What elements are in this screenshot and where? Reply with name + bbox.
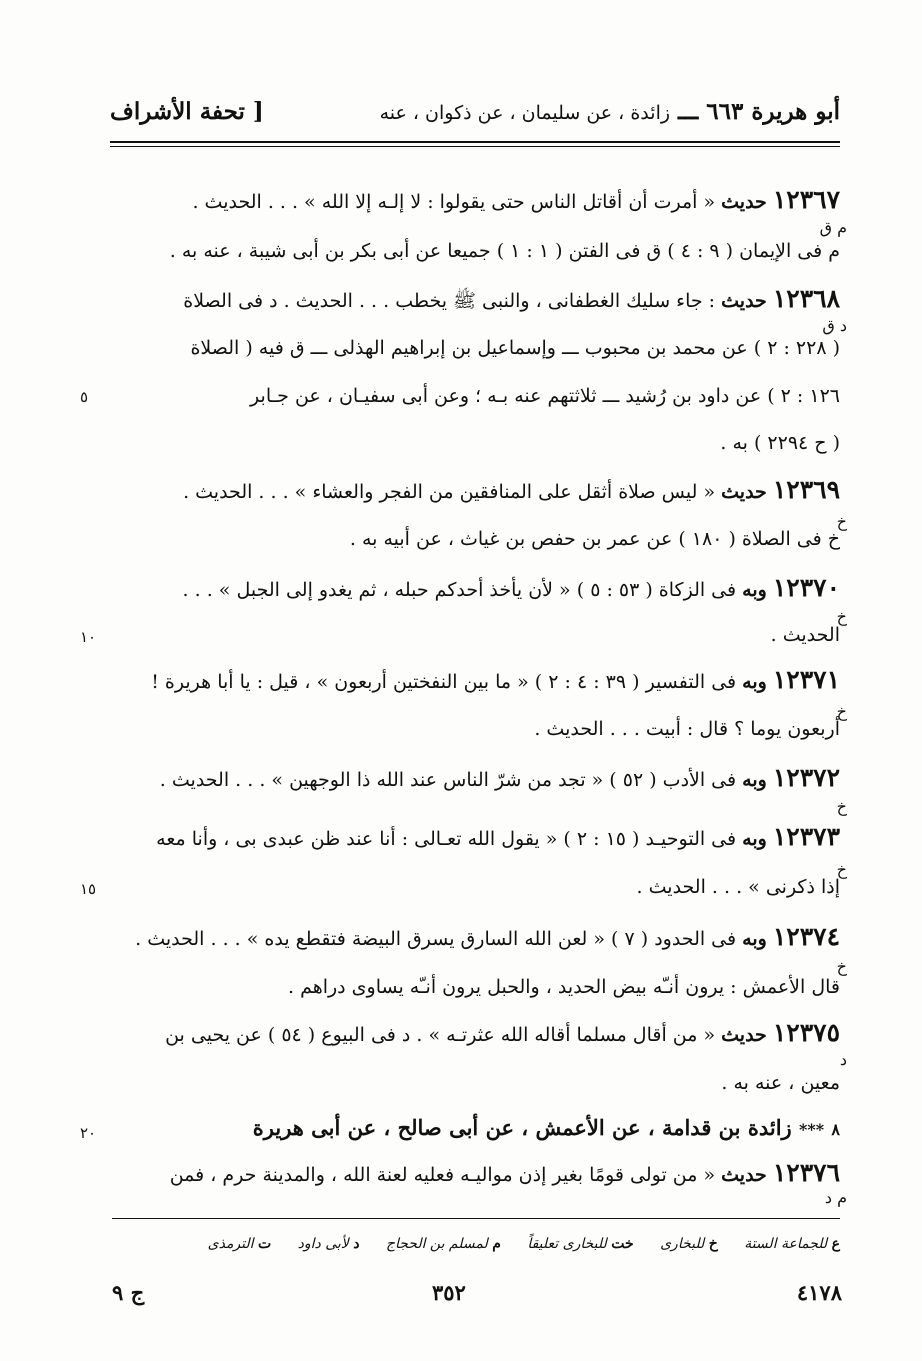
abbrev-item: م لمسلم بن الحجاج (385, 1236, 501, 1252)
abbrev-item: ع للجماعة الستة (744, 1236, 840, 1252)
hadith-line: ١٢٣٧٦ حديث « من تولى قومًا بغير إذن مواليـه فعليه لعنة الله ، والمدينة حرم ، فمن (169, 1158, 840, 1187)
section-stars: *** (798, 1120, 825, 1139)
hadith-line: معين ، عنه به . (721, 1072, 840, 1094)
hadith-line: ( ٢٢٨ : ٢ ) عن محمد بن محبوب ـــ وإسماعيل بن إبراهيم الهذلى ـــ ق فيه ( الصلاة (190, 337, 840, 359)
hadith-line: ١٢٣٧٣ وبه فى التوحيـد ( ١٥ : ٢ ) « يقول الله تعـالى : أنا عند ظن عبدى بى ، وأنا معه (156, 822, 840, 851)
siglum: م د (824, 1188, 847, 1207)
header-book-title: [ تحفة الأشراف (110, 98, 264, 125)
hadith-line: خ فى الصلاة ( ١٨٠ ) عن عمر بن حفص بن غياث ، عن أبيه به . (349, 528, 840, 550)
footnote-rule (112, 1218, 840, 1219)
siglum: خ (836, 860, 847, 879)
abbreviation-key (110, 1236, 840, 1252)
hadith-line: أربعون يوما ؟ قال : أبيت . . . الحديث . (534, 718, 840, 740)
abbrev-item: خ للبخارى (660, 1236, 718, 1252)
siglum: د ق (822, 316, 847, 335)
siglum: خ (836, 607, 847, 626)
hadith-line: ١٢٣٧١ وبه فى التفسير ( ٣٩ : ٤ : ٢ ) « ما بين النفختين أربعون » ، قيل : يا أبا هريرة ! (151, 665, 840, 694)
section-title: زائدة بن قدامة ، عن الأعمش ، عن أبى صالح ، عن أبى هريرة (252, 1115, 792, 1140)
hadith-line: ١٢٣٦٨ حديث : جاء سليك الغطفانى ، والنبى ﷺ يخطب . . . الحديث . د فى الصلاة (183, 284, 840, 313)
hadith-line: ١٢٣٧٥ حديث « من أقال مسلما أقاله الله عثرتـه » . د فى البيوع ( ٥٤ ) عن يحيى بن (165, 1018, 840, 1047)
hadith-line: ١٢٣٦٩ حديث « ليس صلاة أثقل على المنافقين من الفجر والعشاء » . . . الحديث . (183, 475, 840, 504)
hadith-line: إذا ذكرنى » . . . الحديث . (636, 876, 840, 898)
volume-number: ج ٩ (112, 1280, 145, 1305)
line-count-number: ١٠ (80, 628, 97, 646)
line-count-number: ٥ (80, 388, 89, 406)
siglum: خ (836, 512, 847, 531)
hadith-line: ١٢٣٧٢ وبه فى الأدب ( ٥٢ ) « تجد من شرّ الناس عند الله ذا الوجهين » . . . الحديث . (159, 763, 840, 792)
header-rule-thin (110, 146, 840, 147)
abbrev-item: د لأبى داود (297, 1236, 360, 1252)
hadith-line: قال الأعمش : يرون أنـّه بيض الحديد ، والحبل يرون أنـّه يساوى دراهم . (287, 976, 840, 998)
header-title (380, 98, 840, 125)
header-rule (110, 141, 840, 143)
hadith-line: ١٢٣٧٠ وبه فى الزكاة ( ٥٣ : ٥ ) « لأن يأخذ أحدكم حبله ، ثم يغدو إلى الجبل » . . . (182, 573, 840, 602)
running-header (110, 98, 840, 138)
siglum: خ (836, 797, 847, 816)
siglum: د (839, 1050, 847, 1069)
line-count-number: ٢٠ (80, 1124, 97, 1142)
siglum: م ق (819, 218, 847, 237)
hadith-count-number: ٤١٧٨ (796, 1280, 842, 1305)
section-index: ٨ (831, 1120, 840, 1139)
line-count-number: ١٥ (80, 880, 97, 898)
hadith-line: ١٢٣٦٧ حديث « أمرت أن أقاتل الناس حتى يقولوا : لا إلـه إلا الله » . . . الحديث . (192, 185, 840, 214)
siglum: خ (836, 957, 847, 976)
hadith-line: الحديث . (770, 624, 840, 646)
hadith-line: م فى الإيمان ( ٩ : ٤ ) ق فى الفتن ( ١ : ١ ) جميعا عن أبى بكر بن أبى شيبة ، عنه به . (169, 240, 840, 262)
header-title-sub: زائدة ، عن سليمان ، عن ذكوان ، عنه (379, 102, 671, 124)
hadith-line: ١٢٦ : ٢ ) عن داود بن رُشيد ـــ ثلاثتهم عنه بـه ؛ وعن أبى سفيـان ، عن جـابر (250, 385, 840, 407)
hadith-line: ( ح ٢٢٩٤ ) به . (720, 432, 840, 454)
hadith-line: ١٢٣٧٤ وبه فى الحدود ( ٧ ) « لعن الله السارق يسرق البيضة فتقطع يده » . . . الحديث . (135, 922, 840, 951)
siglum: خ (836, 702, 847, 721)
abbrev-item: خت للبخارى تعليقاً (527, 1236, 634, 1252)
header-title-main: أبو هريرة ٦٦٣ ـــ (678, 98, 840, 125)
page-number: ٣٥٢ (432, 1280, 466, 1305)
section-heading (110, 1115, 840, 1140)
abbrev-item: ت الترمذى (207, 1236, 272, 1252)
